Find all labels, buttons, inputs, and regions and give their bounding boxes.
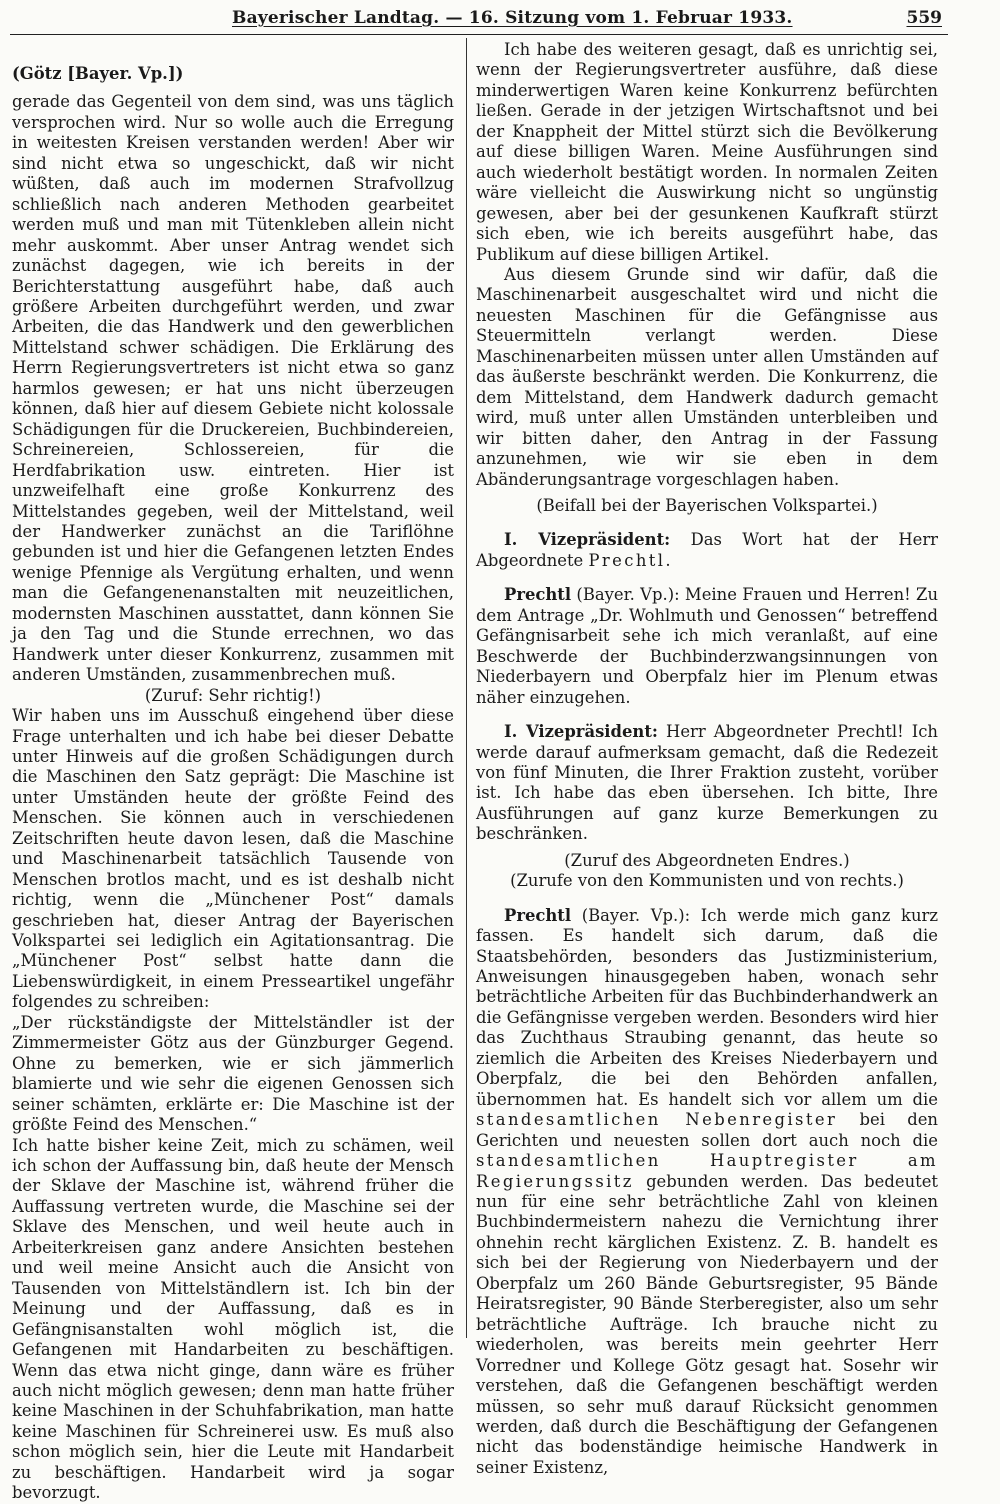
speech-prechtl-2 — [476, 906, 938, 1479]
paragraph: Wir haben uns im Ausschuß eingehend über diese Frage unterhalten und ich habe bei dieser Debatte unter Hinweis auf die großen Schädigungen durch die Maschinen den Satz geprägt: Die Maschine ist unter Umständen heute der größte Feind des Menschen. Sie können auch in verschiedenen Zeitschriften heute davon lesen, daß die Maschine und Maschinenarbeit tatsächlich Tausende von Menschen brotlos macht, und es ist deshalb nicht richtig, wenn die „Münchener Post“ damals geschrieben hat, dieser Antrag der Bayerischen Volkspartei sei lediglich ein Agitationsantrag. Die „Münchener Post“ selbst hatte dann die Liebenswürdigkeit, in einem Presseartikel ungefähr folgendes zu schreiben: — [12, 706, 454, 1012]
speech-prechtl-1 — [476, 585, 938, 708]
speech-text: gebunden werden. Das bedeutet nun für eine sehr beträchtliche Zahl von kleinen Buchbindermeistern nahezu die Vernichtung ihrer ohnehin recht kärglichen Existenz. Z. B. handelt es sich bei der Regierung von Niederbayern und der Oberpfalz um 260 Bände Geburtsregister, 95 Bände Heiratsregister, 90 Bände Sterberegister, also um sehr beträchtliche Aufträge. Ich brauche nicht zu wiederholen, was bereits mein geehrter Herr Vorredner und Kollege Götz gesagt hat. Sosehr wir verstehen, daß die Gefangenen beschäftigt werden müssen, so sehr muß darauf Rücksicht genommen werden, daß durch die Beschäftigung der Gefangenen nicht das bodenständige heimische Handwerk in seiner Existenz, — [476, 1171, 938, 1477]
emphasized-text: standesamtlichen Hauptregister am Regierungssitz — [476, 1151, 938, 1191]
header-rule — [10, 34, 948, 35]
speaker-label: I. Vizepräsident: — [504, 530, 671, 550]
running-title: Bayerischer Landtag. — 16. Sitzung vom 1. Februar 1933. — [232, 8, 793, 28]
page-number: 559 — [906, 8, 942, 28]
speaker-name: Prechtl. — [588, 550, 674, 570]
speech-text: Herr Abgeordneter Prechtl! Ich werde darauf aufmerksam gemacht, daß die Redezeit von fünf Minuten, die Ihrer Fraktion zusteht, vorüber ist. Ich habe das eben übersehen. Ich bitte, Ihre Ausführungen auf ganz kurze Bemerkungen zu beschränken. — [476, 722, 938, 844]
speech-text: (Bayer. Vp.): Meine Frauen und Herren! Zu dem Antrage „Dr. Wohlmuth und Genossen“ betreffend Gefängnisarbeit sehe ich mich veranlaßt, auf eine Beschwerde der Buchbinderzwangsinnungen von Niederbayern und Oberpfalz hier im Plenum etwas näher einzugehen. — [476, 585, 938, 707]
speaker-label: I. Vizepräsident: — [504, 722, 658, 742]
speech-text: bei den Gerichten und neuesten sollen dort auch noch die — [476, 1110, 938, 1150]
speech-vizepraesident-2 — [476, 722, 938, 845]
left-column — [12, 40, 454, 1504]
page-header — [0, 4, 1000, 34]
column-divider — [466, 38, 467, 1338]
speech-vizepraesident-1 — [476, 530, 938, 571]
paragraph: Ich hatte bisher keine Zeit, mich zu schämen, weil ich schon der Auffassung bin, daß heute der Mensch der Sklave der Maschine ist, während früher die Auffassung vertreten wurde, die Maschine sei der Sklave des Menschen, und weil heute auch in Arbeiterkreisen ganz andere Ansichten bestehen und weil meine Ansicht auch die Ansicht von Tausenden von Mittelständlern ist. Ich bin der Meinung und der Auffassung, daß es in Gefängnisanstalten wohl möglich ist, die Gefangenen mit Handarbeiten zu beschäftigen. Wenn das etwa nicht ginge, dann wäre es früher auch nicht möglich gewesen; denn man hatte früher keine Maschinen in der Schuhfabrikation, man hatte keine Maschinen für Schreinerei usw. Es muß also schon möglich sein, hier die Leute mit Handarbeit zu beschäftigen. Handarbeit wird ja sogar bevorzugt. — [12, 1135, 454, 1503]
interjection: (Zurufe von den Kommunisten und von rechts.) — [510, 871, 904, 891]
block-quote: „Der rückständigste der Mittelständler ist der Zimmermeister Götz aus der Günzburger Gegend. Ohne zu bemerken, wie er sich jämmerlich blamierte und wie sehr die eigenen Genossen sich seiner schämten, erklärte er: Die Maschine ist der größte Feind des Menschen.“ — [12, 1012, 454, 1135]
interjection: (Zuruf des Abgeordneten Endres.) — [564, 850, 850, 870]
speech-text: (Bayer. Vp.): Ich werde mich ganz kurz fassen. Es handelt sich darum, daß die Staatsbehörden, besonders das Justizministerium, Anweisungen hinausgegeben haben, wonach sehr beträchtliche Arbeiten für das Buchbinderhandwerk an die Gefängnisse vergeben werden. Besonders wird hier das Zuchthaus Straubing genannt, das heute so ziemlich die Arbeiten des Kreises Niederbayern und Oberpfalz, die bei den Behörden anfallen, übernommen hat. Es handelt sich vor allem um die — [476, 905, 938, 1109]
speaker-label: Prechtl — [504, 585, 572, 605]
paragraph: Aus diesem Grunde sind wir dafür, daß die Maschinenarbeit ausgeschaltet wird und nicht die neuesten Maschinen für die Gefängnisse aus Steuermitteln verlangt werden. Diese Maschinenarbeiten müssen unter allen Umständen auf das äußerste beschränkt werden. Die Konkurrenz, die dem Mittelstand, dem Handwerk dadurch gemacht wird, muß unter allen Umständen unterbleiben und wir bitten daher, den Antrag in der Fassung anzunehmen, wie wir sie eben in dem Abänderungsantrage vorgeschlagen haben. — [476, 264, 938, 489]
emphasized-text: standesamtlichen Nebenregister — [476, 1110, 838, 1130]
applause-note: (Beifall bei der Bayerischen Volkspartei.) — [536, 495, 878, 515]
paragraph: gerade das Gegenteil von dem sind, was uns täglich versprochen wird. Nur so wolle auch die Erregung in weitesten Kreisen verstanden werden! Aber wir sind nicht etwa so ungeschickt, daß wir nicht wüßten, daß auch im modernen Strafvollzug schließlich nach anderen Methoden gearbeitet werden muß und man mit Tütenkleben allein nicht mehr auskommt. Aber unser Antrag wendet sich zunächst dagegen, wie ich bereits in der Berichterstattung ausgeführt habe, daß auch größere Arbeiten durchgeführt werden, und zwar Arbeiten, die das Handwerk und den gewerblichen Mittelstand schwer schädigen. Die Erklärung des Herrn Regierungsvertreters ist nicht etwa so ganz harmlos gewesen; er hat uns nicht überzeugen können, daß hier auf diesem Gebiete nicht kolossale Schädigungen für die Druckereien, Buchbindereien, Schreinereien, Schlossereien, für die Herdfabrikation usw. eintreten. Hier ist unzweifelhaft eine große Konkurrenz des Mittelstandes gegeben, weil der Mittelstand, weil der Handwerker zunächst an die Tariflöhne gebunden ist und hier die Gefangenen letzten Endes wenige Pfennige als Vergütung erhalten, und wenn man die Gefangenenanstalten mit neuzeitlichen, modernsten Maschinen ausstattet, dann können Sie ja den Tag und die Stunde errechnen, wo das Handwerk unter dieser Konkurrenz, zusammen mit anderen Umständen, zusammenbrechen muß. — [12, 92, 454, 685]
interjection: (Zuruf: Sehr richtig!) — [144, 685, 322, 705]
speaker-continuation: (Götz [Bayer. Vp.]) — [12, 64, 184, 83]
speech-text: Das Wort hat der Herr Abgeordnete — [476, 530, 939, 570]
right-column — [476, 40, 938, 1478]
paragraph: Ich habe des weiteren gesagt, daß es unrichtig sei, wenn der Regierungsvertreter ausführe, daß diese minderwertigen Waren keine Konkurrenz befürchten ließen. Gerade in der jetzigen Wirtschaftsnot und bei der Knappheit der Mittel stürzt sich die Bevölkerung auf diese billigen Waren. Meine Ausführungen sind auch wiederholt bestätigt worden. In normalen Zeiten wäre vielleicht die Auswirkung nicht so ungünstig gewesen, aber bei der gesunkenen Kaufkraft stürzt sich eben, wie ich bereits ausgeführt habe, das Publikum auf diese billigen Artikel. — [476, 40, 938, 264]
speaker-label: Prechtl — [504, 905, 572, 925]
